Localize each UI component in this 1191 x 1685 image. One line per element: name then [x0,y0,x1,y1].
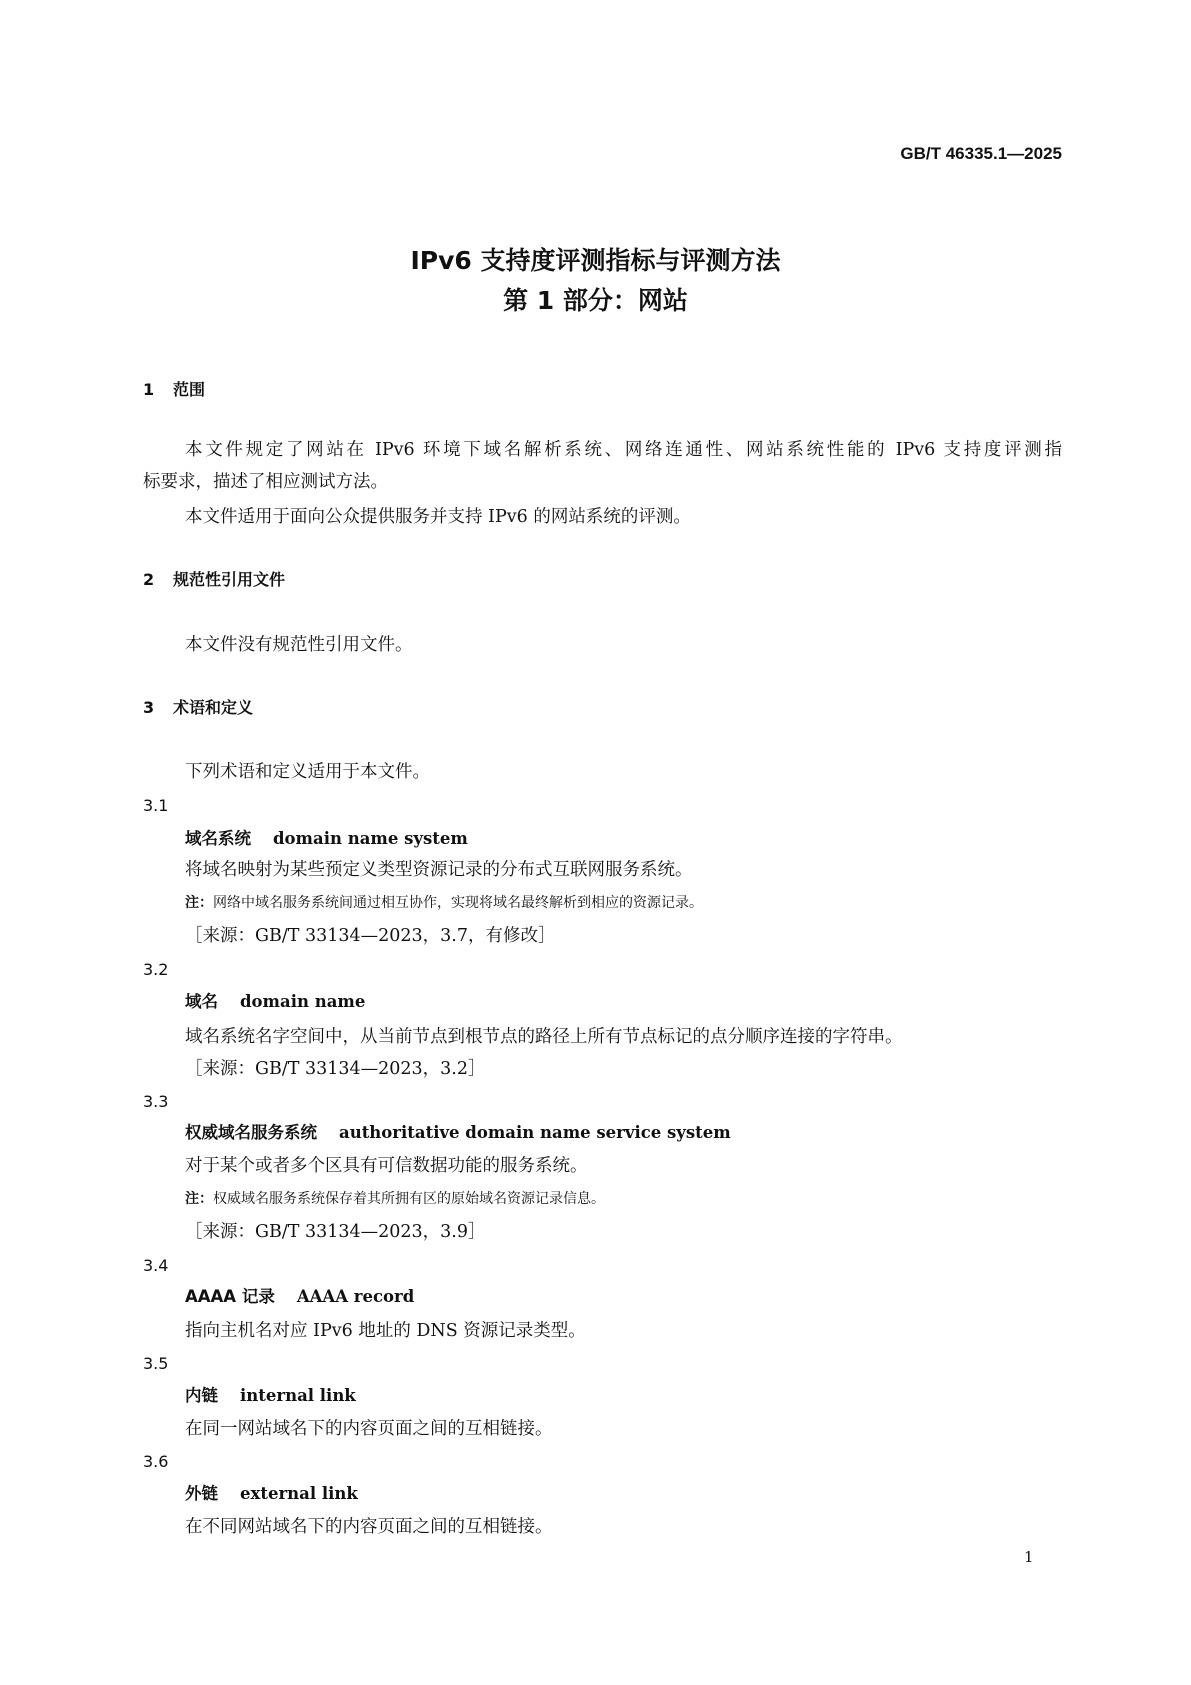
document-subtitle: 第 1 部分：网站 [503,286,688,315]
term-heading: 域名 domain name [185,992,366,1011]
section-heading-normative-references: 2 规范性引用文件 [143,570,286,589]
term-heading: 域名系统 domain name system [185,829,468,848]
term-note: 注：网络中域名服务系统间通过相互协作，实现将域名最终解析到相应的资源记录。 [185,895,703,911]
term-definition: 将域名映射为某些预定义类型资源记录的分布式互联网服务系统。 [185,860,693,880]
term-number: 3.6 [143,1452,169,1471]
page-number: 1 [1024,1548,1034,1566]
term-definition: 在同一网站域名下的内容页面之间的互相链接。 [185,1419,553,1439]
term-heading: 权威域名服务系统 authoritative domain name service system [185,1123,731,1142]
term-definition: 在不同网站域名下的内容页面之间的互相链接。 [185,1517,553,1537]
standard-number: GB/T 46335.1—2025 [900,144,1062,163]
term-heading: AAAA 记录 AAAA record [185,1287,415,1306]
paragraph-line: 标要求，描述了相应测试方法。 [143,472,388,492]
paragraph-line: 本文件没有规范性引用文件。 [185,635,413,655]
term-definition: 对于某个或者多个区具有可信数据功能的服务系统。 [185,1156,588,1176]
term-definition: 域名系统名字空间中，从当前节点到根节点的路径上所有节点标记的点分顺序连接的字符串。 [185,1027,903,1047]
document-title: IPv6 支持度评测指标与评测方法 [410,246,781,275]
term-source: ［来源：GB/T 33134—2023，3.7，有修改］ [185,926,556,946]
paragraph-line: 下列术语和定义适用于本文件。 [185,762,430,782]
term-definition: 指向主机名对应 IPv6 地址的 DNS 资源记录类型。 [185,1321,586,1341]
term-heading: 内链 internal link [185,1386,356,1405]
term-number: 3.2 [143,960,169,979]
term-source: ［来源：GB/T 33134—2023，3.9］ [185,1222,486,1242]
term-heading: 外链 external link [185,1484,358,1503]
section-heading-terms: 3 术语和定义 [143,698,254,717]
term-number: 3.4 [143,1256,169,1275]
term-source: ［来源：GB/T 33134—2023，3.2］ [185,1059,486,1079]
paragraph-line: 本文件适用于面向公众提供服务并支持 IPv6 的网站系统的评测。 [185,507,691,527]
term-number: 3.5 [143,1354,169,1373]
section-heading-scope: 1 范围 [143,380,206,399]
paragraph-line: 本文件规定了网站在 IPv6 环境下域名解析系统、网络连通性、网站系统性能的 IPv6 支持度评测指 [185,440,1062,460]
term-number: 3.3 [143,1092,169,1111]
term-number: 3.1 [143,796,169,815]
term-note: 注：权威域名服务系统保存着其所拥有区的原始域名资源记录信息。 [185,1191,605,1207]
